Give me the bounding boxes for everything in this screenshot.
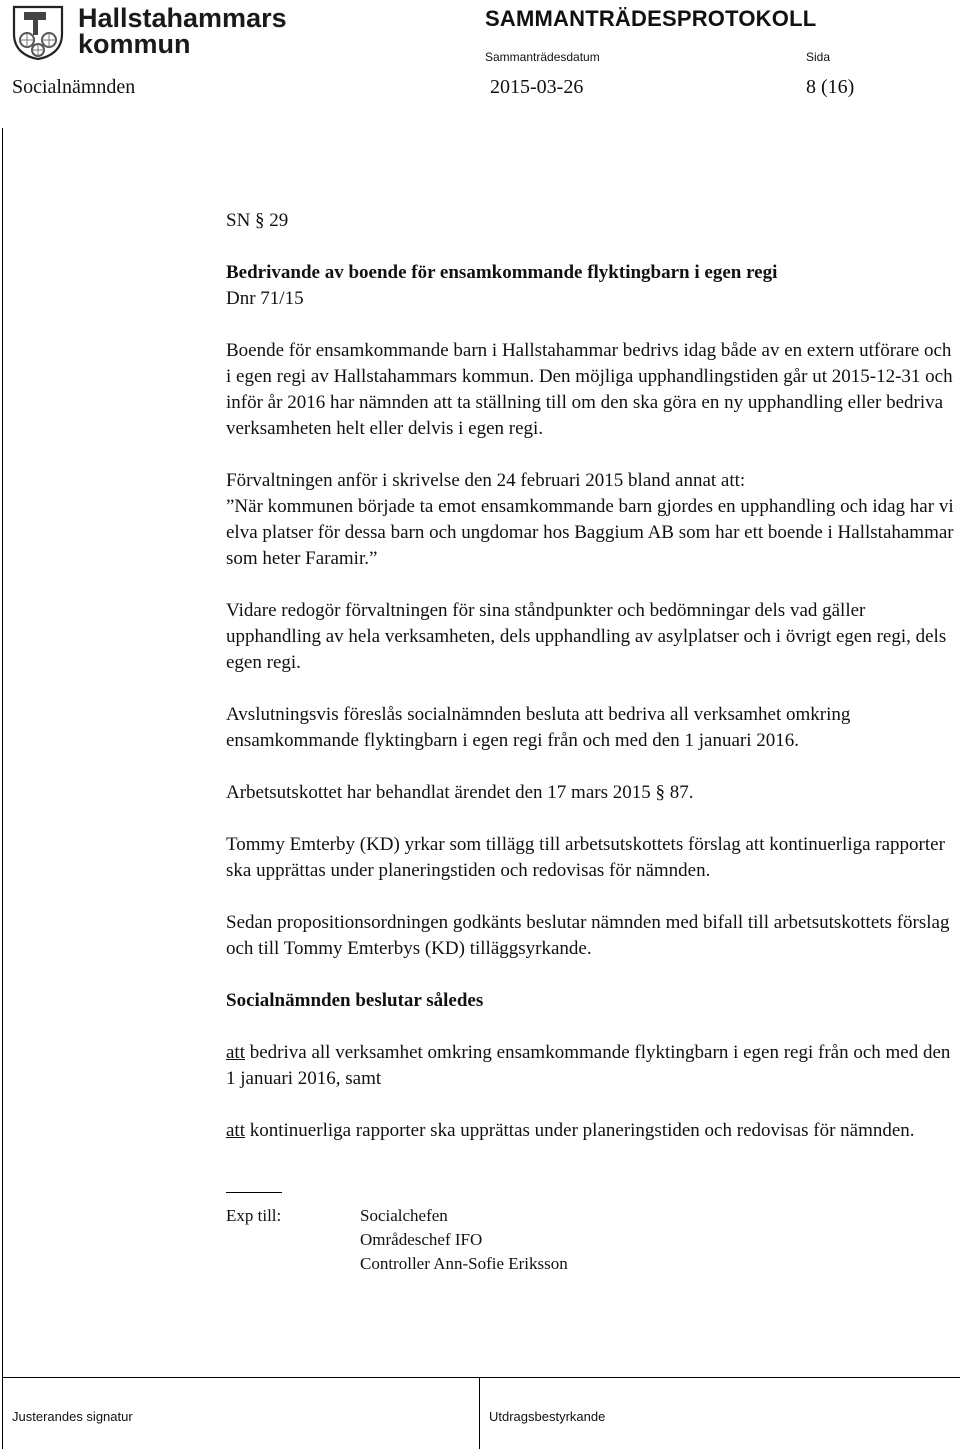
committee-name: Socialnämnden — [12, 76, 136, 98]
meeting-date: 2015-03-26 — [490, 76, 584, 98]
paragraph-administration-quote: ”När kommunen började ta emot ensamkommande barn gjordes en upphandling och idag har vi elva platser för dessa barn och ungdomar hos Baggium AB som har ett boende i Hallstahammar som heter Faramir.” — [226, 496, 954, 569]
section-title: Bedrivande av boende för ensamkommande flyktingbarn i egen regi — [226, 262, 778, 283]
page-number: 8 (16) — [806, 76, 855, 98]
paragraph-motion: Tommy Emterby (KD) yrkar som tillägg till arbetsutskottets förslag att kontinuerliga rapporter ska upprättas under planeringstiden och redovisas för nämnden. — [226, 834, 945, 881]
footer-divider-middle — [479, 1377, 480, 1449]
recipient: Controller Ann-Sofie Eriksson — [360, 1254, 568, 1273]
diary-number: Dnr 71/15 — [226, 288, 304, 309]
left-margin-rule — [2, 128, 3, 1378]
paragraph-voting-order: Sedan propositionsordningen godkänts beslutar nämnden med bifall till arbetsutskottets förslag och till Tommy Emterbys (KD) tilläggsyrkande. — [226, 912, 950, 959]
recipient: Områdeschef IFO — [360, 1230, 483, 1249]
distribution-list — [226, 1204, 956, 1276]
certification-field-label: Utdragsbestyrkande — [489, 1409, 606, 1424]
signature-field-label: Justerandes signatur — [12, 1409, 133, 1424]
decision-text: kontinuerliga rapporter ska upprättas under planeringstiden och redovisas för nämnden. — [245, 1120, 915, 1141]
decision-text: bedriva all verksamhet omkring ensamkommande flyktingbarn i egen regi från och med den 1 januari 2016, samt — [226, 1042, 951, 1089]
protocol-body — [226, 208, 956, 1276]
paragraph-proposal: Avslutningsvis föreslås socialnämnden besluta att bedriva all verksamhet omkring ensamkommande flyktingbarn i egen regi från och med den 1 januari 2016. — [226, 704, 851, 751]
municipality-name-line1: Hallstahammars — [78, 3, 287, 33]
decision-item-1 — [226, 1040, 956, 1092]
recipient: Socialchefen — [360, 1206, 448, 1225]
paragraph-positions: Vidare redogör förvaltningen för sina ståndpunkter och bedömningar dels vad gäller upphandling av hela verksamheten, dels upphandling av asylplatser och i övrigt egen regi, dels egen regi. — [226, 600, 947, 673]
municipality-name-line2: kommun — [78, 29, 191, 59]
distribution-rule — [226, 1192, 282, 1193]
document-type-title: SAMMANTRÄDESPROTOKOLL — [485, 6, 817, 31]
paragraph-administration-intro: Förvaltningen anför i skrivelse den 24 februari 2015 bland annat att: — [226, 470, 746, 491]
page-label: Sida — [806, 50, 831, 64]
footer-divider-left — [2, 1377, 3, 1449]
distribution-label: Exp till: — [226, 1206, 282, 1225]
decision-att-marker: att — [226, 1120, 245, 1141]
footer-rule — [2, 1377, 960, 1378]
paragraph-background: Boende för ensamkommande barn i Hallstahammar bedrivs idag både av en extern utförare och i egen regi av Hallstahammars kommun. Den möjliga upphandlingstiden går ut 2015-12-31 och inför år 2016 har nämnden att ta ställning till om den ska göra en ny upphandling eller bedriva verksamheten helt eller delvis i egen regi. — [226, 340, 953, 439]
distribution-recipients — [360, 1204, 956, 1276]
decision-item-2 — [226, 1118, 956, 1144]
paragraph-committee-handling: Arbetsutskottet har behandlat ärendet den 17 mars 2015 § 87. — [226, 782, 694, 803]
decision-att-marker: att — [226, 1042, 245, 1063]
date-label: Sammanträdesdatum — [485, 50, 600, 64]
municipal-emblem-icon — [10, 4, 66, 60]
section-id: SN § 29 — [226, 210, 289, 231]
decision-heading: Socialnämnden beslutar således — [226, 990, 484, 1011]
